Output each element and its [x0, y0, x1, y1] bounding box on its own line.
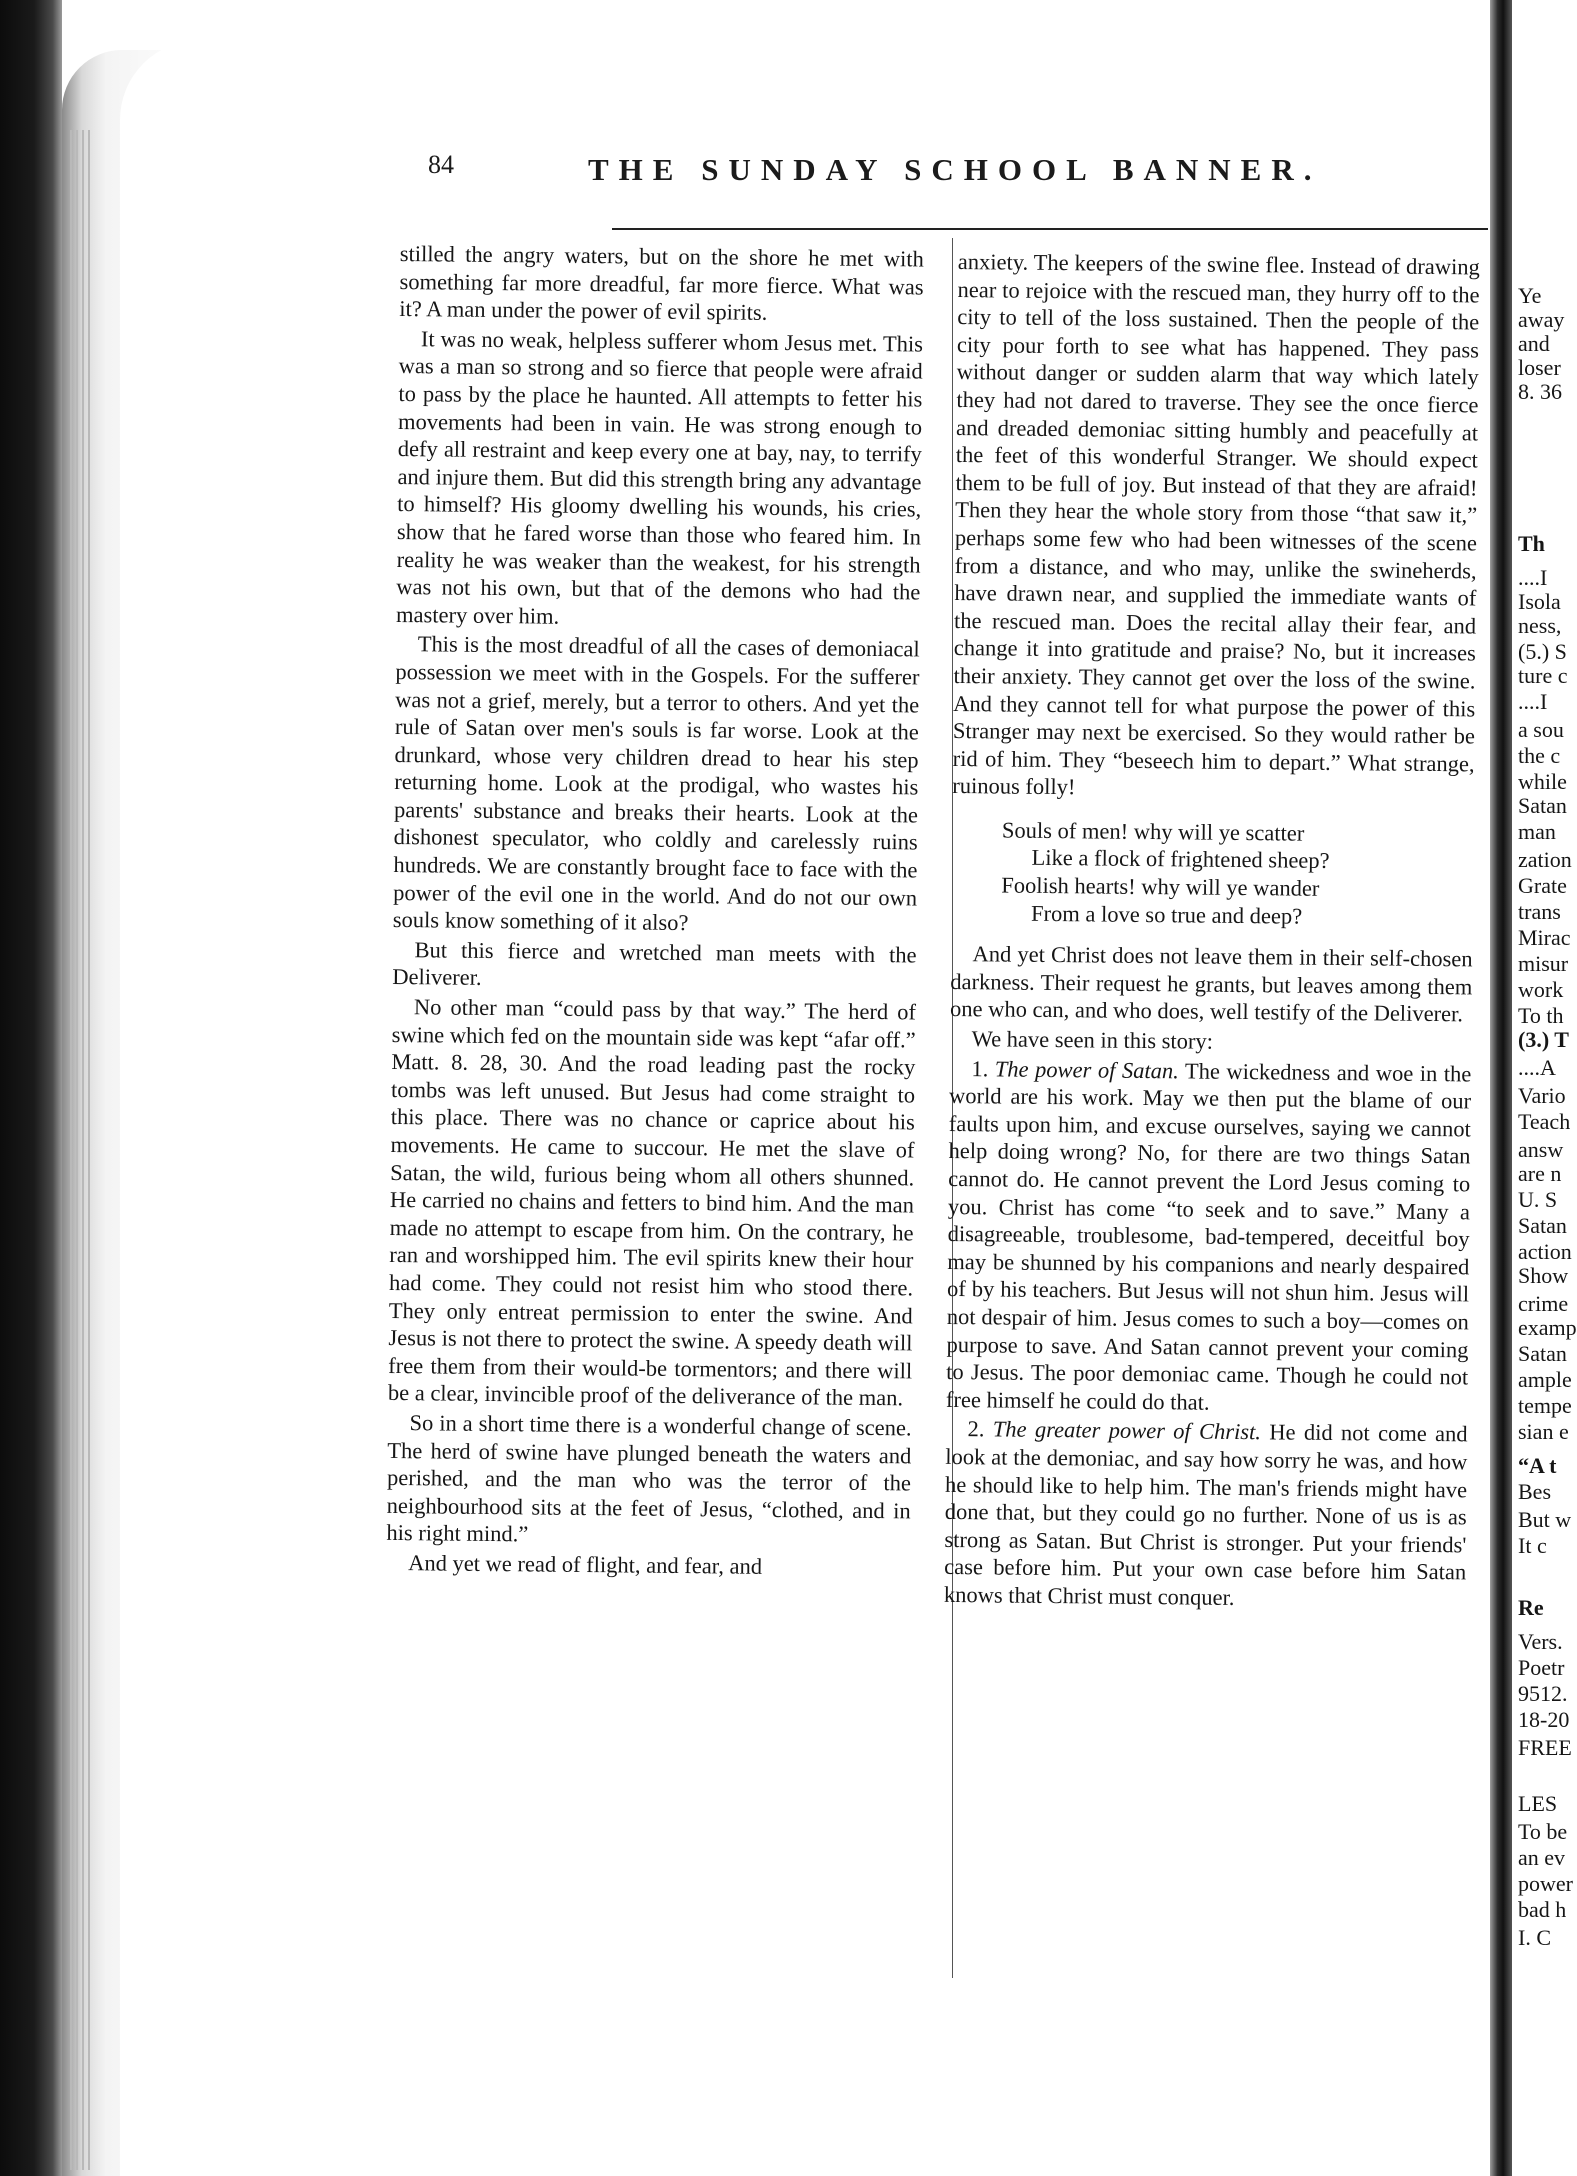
scan-dark-margin — [0, 0, 62, 2176]
next-page-text-fragment: an ev — [1518, 1845, 1566, 1870]
next-page-text-fragment: answ — [1518, 1137, 1564, 1162]
next-page-text-fragment: are n — [1518, 1161, 1562, 1186]
next-page-text-fragment: To th — [1518, 1003, 1564, 1028]
page-edge-line — [70, 130, 72, 2170]
next-page-text-fragment: FREE — [1518, 1735, 1572, 1760]
next-page-text-fragment: ....I — [1518, 689, 1548, 714]
next-page-text-fragment: tempe — [1518, 1393, 1572, 1418]
next-page-text-fragment: Grate — [1518, 873, 1567, 898]
next-page-text-fragment: sian e — [1518, 1419, 1569, 1444]
next-page-text-fragment: ness, — [1518, 613, 1562, 638]
poem-line: From a love so true and deep? — [1030, 900, 1303, 929]
next-page-text-fragment: away — [1518, 307, 1565, 332]
next-page-text-fragment: 8. 36 — [1518, 379, 1562, 404]
paragraph: But this fierce and wretched man meets with the Deliverer. — [392, 937, 917, 991]
point-number: 2. — [967, 1416, 985, 1442]
right-column — [944, 248, 1480, 1616]
numbered-point — [944, 1415, 1468, 1614]
next-page-text-fragment: LES — [1518, 1791, 1558, 1816]
paragraph: stilled the angry waters, but on the shore he met with something far more dreadful, far more fierce. What was it? A man under the power of evil spirits. — [399, 240, 924, 326]
page-number: 84 — [428, 150, 454, 179]
next-page-text-fragment: It c — [1518, 1533, 1547, 1558]
next-page-text-fragment: while — [1518, 769, 1567, 794]
next-page-text-fragment: Satan — [1518, 1213, 1567, 1238]
page-edge-line — [88, 130, 90, 2170]
next-page-text-fragment: trans — [1518, 899, 1561, 924]
poem-line: Foolish hearts! why will ye wander — [1001, 872, 1320, 901]
paragraph: This is the most dreadful of all the cases of demoniacal possession we meet with in the Gospels. For the sufferer was not a grief, merely, but a terror to others. And yet the rule of Satan over men's souls is far worse. Look at the drunkard, whose very children dread to hear his step returning home. Look at the prodigal, who wastes his parents' substance and breaks their hearts. Look at the dishonest speculator, who coldly and carelessly ruins hundreds. We are constantly brought face to face with the power of the evil one in the world. And do not our own souls know something of it also? — [392, 631, 920, 936]
next-page-text-fragment: power — [1518, 1871, 1573, 1896]
next-page-text-fragment: the c — [1518, 743, 1561, 768]
poem-line: Souls of men! why will ye scatter — [1001, 817, 1305, 846]
paragraph: anxiety. The keepers of the swine flee. Instead of drawing near to rejoice with the rescued man, they hurry off to the city to tell of the loss sustained. Then the people of the city pour forth to see what has happened. They pass without danger or sudden alarm that way which lately they had not dared to traverse. They see the once fierce and dreaded demoniac sitting humbly and peacefully at the feet of this wonderful Stranger. We should expect them to be full of joy. But instead of that they are afraid! Then they hear the whole story from those “that saw it,” perhaps some few who had been witnesses of the scene from a distance, and who may, unlike the swineherds, have drawn near, and supplied the immediate wants of the rescued man. Does the recital allay their fear, and change it into gratitude and praise? No, but it increases their anxiety. They cannot get over the loss of the swine. And they cannot tell for what purpose the power of this Stranger may next be exercised. So they would rather be rid of him. They “beseech him to depart.” What strange, ruinous folly! — [952, 248, 1480, 800]
point-text: The wickedness and woe in the world are his work. May we then put the blame of our faults upon him, and excuse ourselves, saying we cannot help doing wrong? No, for there are two things Satan cannot do. He cannot prevent the Lord Jesus coming to you. Christ has come “to seek and to save.” Many a disagreeable, troublesome, bad-tempered, deceitful boy may be shunned by his companions and nearly despaired of by his teachers. But Jesus will not shun him. Jesus will not despair of him. Jesus comes to such a boy—comes on purpose to save. And Satan cannot prevent your coming to Jesus. The poor demoniac came. Though he could not free himself he could do that. — [945, 1058, 1472, 1415]
next-page-text-fragment: Teach — [1518, 1109, 1571, 1134]
next-page-text-fragment: 18-20 — [1518, 1707, 1570, 1732]
next-page-text-fragment: ample — [1518, 1367, 1572, 1392]
point-title: The greater power of Christ. — [992, 1416, 1262, 1445]
next-page-text-fragment: But w — [1518, 1507, 1572, 1532]
next-page-text-fragment: Ye — [1518, 283, 1542, 308]
book-gutter — [1490, 0, 1512, 2176]
next-page-text-fragment: ....I — [1518, 565, 1548, 590]
next-page-text-fragment: Show — [1518, 1263, 1569, 1288]
paragraph: So in a short time there is a wonderful change of scene. The herd of swine have plunged beneath the waters and perished, and the man who was the terror of the neighbourhood sits at the feet of Jesus, “clothed, and in his right mind.” — [386, 1410, 912, 1547]
next-page-text-fragment: loser — [1518, 355, 1561, 380]
next-page-text-fragment: Mirac — [1518, 925, 1571, 950]
next-page-text-fragment: man — [1518, 819, 1556, 844]
next-page-text-fragment: Poetr — [1518, 1655, 1565, 1680]
next-page-text-fragment: Bes — [1518, 1479, 1551, 1504]
running-title: THE SUNDAY SCHOOL BANNER. — [588, 152, 1322, 187]
header-rule — [612, 228, 1488, 230]
point-number: 1. — [971, 1055, 989, 1081]
next-page-text-fragment: “A t — [1518, 1453, 1557, 1478]
page-edge-line — [76, 130, 78, 2170]
left-column — [386, 240, 924, 1584]
next-page-text-fragment: I. C — [1518, 1925, 1551, 1950]
point-text: He did not come and look at the demoniac, and say how sorry he was, and how he should like to help him. The man's friends might have done that, but they could go no further. None of us is as strong as Satan. But Christ is stronger. Put your friends' case before him. Put your own case before him Satan knows that Christ must conquer. — [943, 1419, 1468, 1610]
adjacent-page-fragment — [1512, 0, 1577, 2176]
next-page-text-fragment: 9512. — [1518, 1681, 1568, 1706]
next-page-text-fragment: zation — [1518, 847, 1572, 872]
next-page-text-fragment: a sou — [1518, 717, 1564, 742]
next-page-text-fragment: Vario — [1518, 1083, 1566, 1108]
paragraph: It was no weak, helpless sufferer whom Jesus met. This was a man so strong and so fierce that people were afraid to pass by the place he haunted. All attempts to fetter his movements had been in vain. He was strong enough to defy all restraint and keep every one at bay, nay, to terrify and injure them. But did this strength bring any advantage to himself? His gloomy dwelling his wounds, his cries, show that he fared worse than those who feared him. In reality he was weaker than the weakest, for his strength was not his own, but that of the demons who had the mastery over him. — [395, 326, 924, 629]
paragraph: We have seen in this story: — [971, 1026, 1214, 1054]
next-page-text-fragment: Isola — [1518, 589, 1561, 614]
next-page-text-fragment: (5.) S — [1518, 639, 1567, 664]
next-page-text-fragment: bad h — [1518, 1897, 1567, 1922]
next-page-text-fragment: Vers. — [1518, 1629, 1563, 1654]
next-page-text-fragment: (3.) T — [1518, 1027, 1569, 1052]
next-page-text-fragment: Re — [1518, 1595, 1544, 1620]
next-page-text-fragment: crime — [1518, 1291, 1569, 1316]
next-page-text-fragment: Satan — [1518, 793, 1567, 818]
next-page-text-fragment: ture c — [1518, 663, 1568, 688]
paragraph: And yet Christ does not leave them in their self-chosen darkness. Their request he grants, but leaves among them one who can, and who does, well testify of the Deliverer. — [949, 941, 1473, 1027]
next-page-text-fragment: ....A — [1518, 1055, 1556, 1080]
next-page-text-fragment: misur — [1518, 951, 1569, 976]
paragraph: And yet we read of flight, and fear, and — [408, 1550, 763, 1579]
poem-stanza — [951, 816, 1474, 932]
point-title: The power of Satan. — [994, 1056, 1179, 1083]
next-page-text-fragment: work — [1518, 977, 1564, 1002]
numbered-point — [946, 1055, 1472, 1419]
next-page-text-fragment: examp — [1518, 1315, 1577, 1340]
next-page-text-fragment: Satan — [1518, 1341, 1567, 1366]
next-page-text-fragment: To be — [1518, 1819, 1568, 1844]
next-page-text-fragment: action — [1518, 1239, 1572, 1264]
page-header — [428, 150, 1488, 196]
page-edge-line — [82, 130, 84, 2170]
next-page-text-fragment: and — [1518, 331, 1550, 356]
next-page-text-fragment: U. S — [1518, 1187, 1558, 1212]
paragraph: No other man “could pass by that way.” The herd of swine which fed on the mountain side was kept “afar off.” Matt. 8. 28, 30. And the road leading past the rocky tombs was left unused. But Jesus had come straight to this place. There was no chance or caprice about his movements. He came to succour. He met the slave of Satan, the wild, furious being whom all others shunned. He carried no chains and fetters to bind him. And the man made no attempt to escape from him. On the contrary, he ran and worshipped him. The evil spirits knew their hour had come. They could not resist him who stood there. They only entreat permission to enter the swine. And Jesus is not there to protect the swine. A speedy death will free them from their would-be tormentors; and there will be a clear, invincible proof of the deliverance of the man. — [387, 994, 917, 1411]
poem-line: Like a flock of frightened sheep? — [1031, 845, 1330, 874]
next-page-text-fragment: Th — [1518, 531, 1545, 556]
